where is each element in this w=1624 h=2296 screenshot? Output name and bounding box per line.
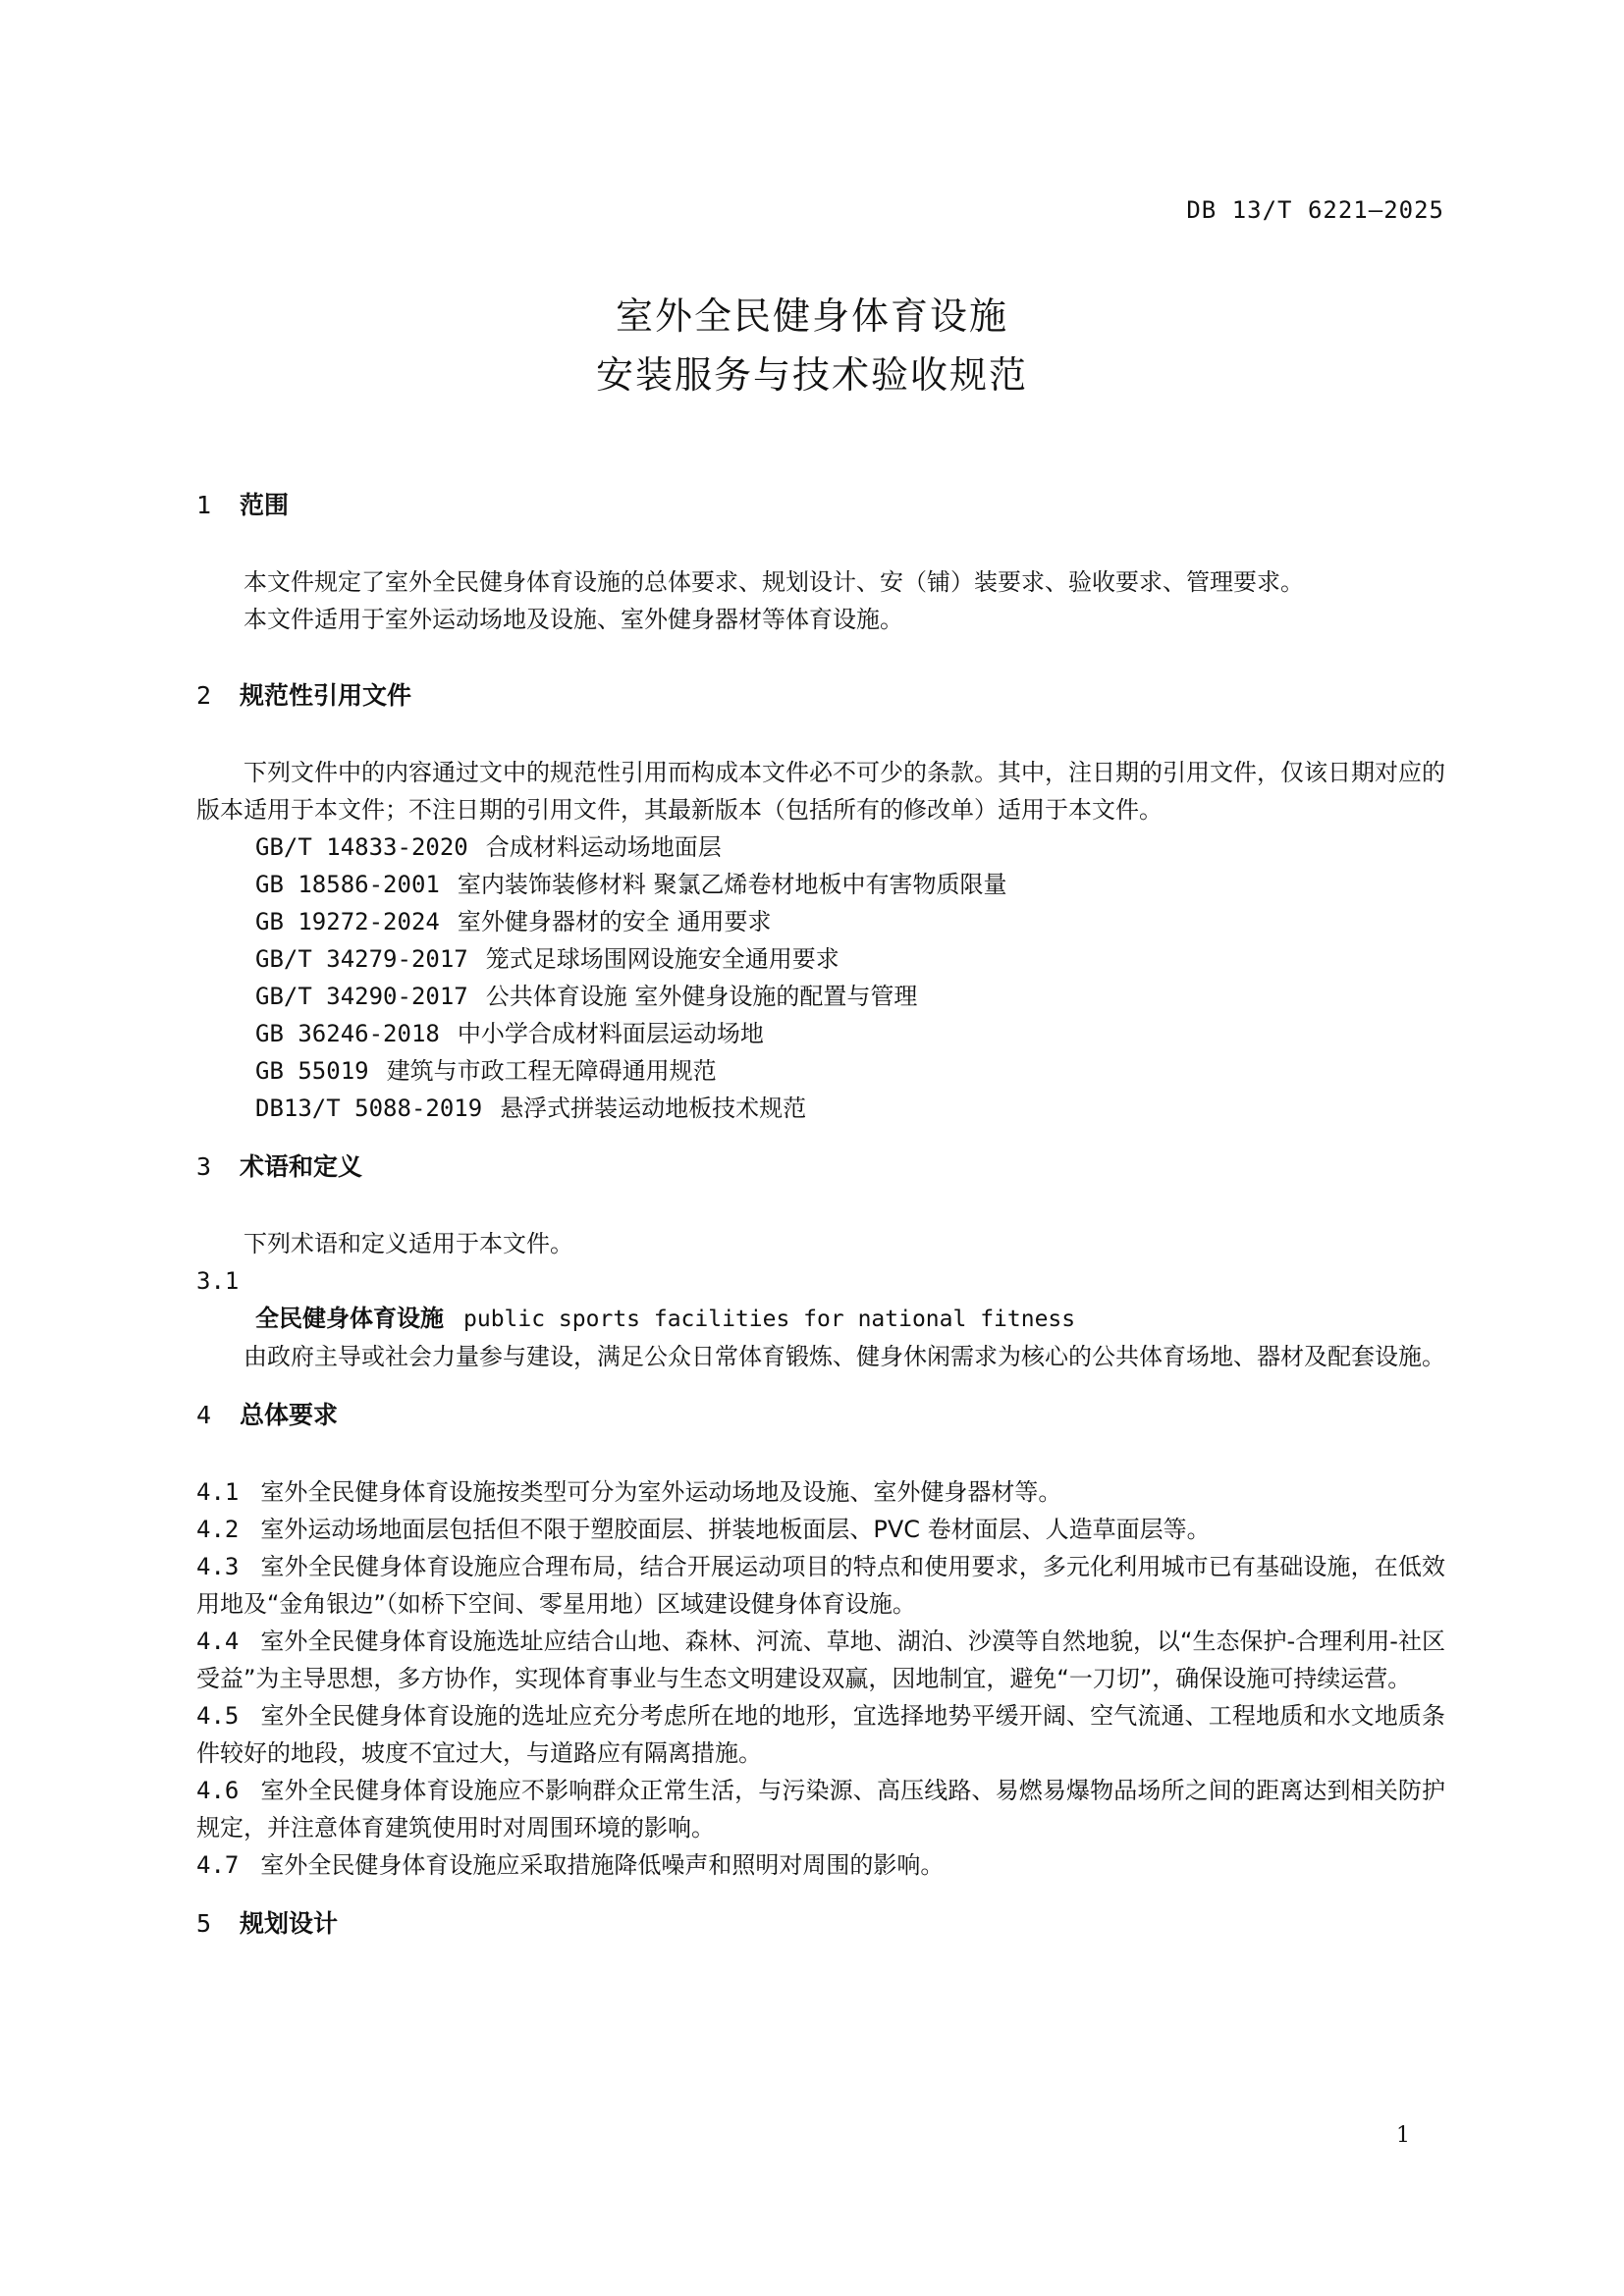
reference-code: DB13/T 5088-2019 [255, 1095, 483, 1122]
reference-item [255, 978, 1445, 1015]
reference-title: 建筑与市政工程无障碍通用规范 [386, 1057, 717, 1085]
paragraph: 下列文件中的内容通过文中的规范性引用而构成本文件必不可少的条款。其中，注日期的引用文件，仅该日期对应的版本适用于本文件；不注日期的引用文件，其最新版本（包括所有的修改单）适用于本文件。 [196, 759, 1445, 824]
clause-number: 4.5 [196, 1702, 240, 1730]
reference-title: 笼式足球场围网设施安全通用要求 [485, 945, 839, 973]
section-title: 范围 [240, 491, 290, 519]
clause-text: 室外全民健身体育设施选址应结合山地、森林、河流、草地、湖泊、沙漠等自然地貌，以“生态保护-合理利用-社区受益”为主导思想，多方协作，实现体育事业与生态文明建设双赢，因地制宜，避免“一刀切”，确保设施可持续运营。 [196, 1628, 1445, 1692]
clause-number: 4.2 [196, 1516, 240, 1543]
section-number: 3 [196, 1152, 212, 1181]
section-title: 总体要求 [240, 1401, 339, 1429]
reference-item [255, 866, 1445, 903]
reference-title: 中小学合成材料面层运动场地 [457, 1020, 764, 1047]
paragraph: 本文件适用于室外运动场地及设施、室外健身器材等体育设施。 [244, 606, 903, 633]
section-title: 规范性引用文件 [240, 681, 412, 710]
reference-code: GB 18586-2001 [255, 871, 440, 898]
section-heading-planning-design [196, 1905, 1445, 1943]
section-heading-terms [196, 1148, 1445, 1186]
reference-item [255, 1090, 1445, 1127]
clause-text: 室外全民健身体育设施应合理布局，结合开展运动项目的特点和使用要求，多元化利用城市已有基础设施，在低效用地及“金角银边”（如桥下空间、零星用地）区域建设健身体育设施。 [196, 1553, 1445, 1618]
section-heading-scope [196, 487, 1445, 524]
term-definition: 由政府主导或社会力量参与建设，满足公众日常体育锻炼、健身休闲需求为核心的公共体育场地、器材及配套设施。 [244, 1343, 1445, 1370]
clause-number: 4.7 [196, 1851, 240, 1879]
term-chinese: 全民健身体育设施 [255, 1305, 444, 1332]
clause-text: 室外全民健身体育设施应不影响群众正常生活，与污染源、高压线路、易燃易爆物品场所之间的距离达到相关防护规定，并注意体育建筑使用时对周围环境的影响。 [196, 1777, 1445, 1842]
reference-title: 室外健身器材的安全 通用要求 [457, 908, 772, 935]
clause-item [196, 1846, 1445, 1884]
clause-item [196, 1473, 1445, 1511]
reference-item [255, 1015, 1445, 1052]
title-line-2: 安装服务与技术验收规范 [595, 353, 1028, 397]
clause-item [196, 1623, 1445, 1697]
standard-number: DB 13/T 6221—2025 [1186, 196, 1444, 224]
term-entry [255, 1300, 1445, 1338]
reference-title: 公共体育设施 室外健身设施的配置与管理 [485, 983, 918, 1010]
document-title [0, 287, 1624, 404]
clause-text: 室外全民健身体育设施按类型可分为室外运动场地及设施、室外健身器材等。 [260, 1478, 1062, 1506]
reference-title: 室内装饰装修材料 聚氯乙烯卷材地板中有害物质限量 [457, 871, 1007, 898]
reference-item [255, 940, 1445, 978]
clause-number: 4.1 [196, 1478, 240, 1506]
clause-item [196, 1511, 1445, 1548]
term-english: public sports facilities for national fitness [463, 1307, 1076, 1332]
section-number: 5 [196, 1909, 212, 1938]
clause-text: 室外全民健身体育设施应采取措施降低噪声和照明对周围的影响。 [260, 1851, 945, 1879]
paragraph: 本文件规定了室外全民健身体育设施的总体要求、规划设计、安（铺）装要求、验收要求、管理要求。 [244, 568, 1304, 596]
reference-item [255, 1052, 1445, 1090]
clause-item [196, 1772, 1445, 1846]
document-body [196, 487, 1445, 1943]
clause-text: 室外全民健身体育设施的选址应充分考虑所在地的地形，宜选择地势平缓开阔、空气流通、工程地质和水文地质条件较好的地段，坡度不宜过大，与道路应有隔离措施。 [196, 1702, 1445, 1767]
clause-number: 4.3 [196, 1553, 240, 1580]
clause-number: 3.1 [196, 1267, 240, 1295]
reference-code: GB/T 14833-2020 [255, 833, 468, 861]
reference-code: GB 36246-2018 [255, 1020, 440, 1047]
section-number: 2 [196, 681, 212, 710]
section-number: 4 [196, 1401, 212, 1429]
clause-number: 4.4 [196, 1628, 240, 1655]
reference-code: GB/T 34279-2017 [255, 945, 468, 973]
section-heading-normative-references [196, 677, 1445, 715]
page-number: 1 [1396, 2123, 1410, 2148]
reference-title: 悬浮式拼装运动地板技术规范 [500, 1095, 807, 1122]
reference-item [255, 903, 1445, 940]
title-line-1: 室外全民健身体育设施 [615, 294, 1008, 338]
section-title: 规划设计 [240, 1909, 339, 1938]
reference-title: 合成材料运动场地面层 [485, 833, 722, 861]
paragraph: 下列术语和定义适用于本文件。 [244, 1230, 573, 1257]
clause-text: 室外运动场地面层包括但不限于塑胶面层、拼装地板面层、PVC 卷材面层、人造草面层等。 [260, 1516, 1211, 1543]
clause-item [196, 1548, 1445, 1623]
reference-code: GB 19272-2024 [255, 908, 440, 935]
reference-code: GB 55019 [255, 1057, 369, 1085]
clause-number: 4.6 [196, 1777, 240, 1804]
section-title: 术语和定义 [240, 1152, 363, 1181]
section-number: 1 [196, 491, 212, 519]
section-heading-general-requirements [196, 1397, 1445, 1434]
reference-list [196, 828, 1445, 1127]
reference-item [255, 828, 1445, 866]
reference-code: GB/T 34290-2017 [255, 983, 468, 1010]
clause-item [196, 1697, 1445, 1772]
